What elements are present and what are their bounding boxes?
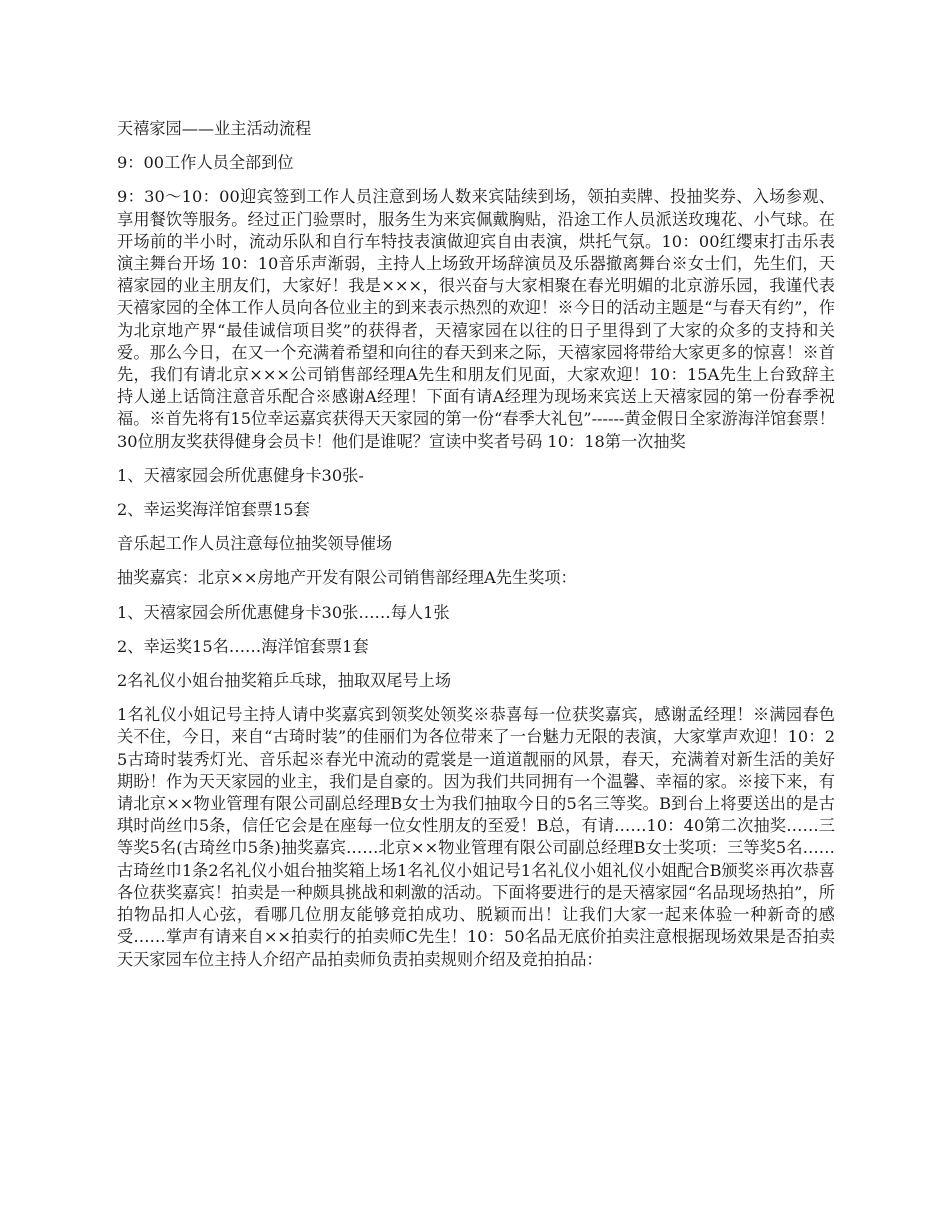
paragraph-prize-fitness-detail: 1、天禧家园会所优惠健身卡30张……每人1张 [117,602,450,622]
paragraph-fashion-auction: 1名礼仪小姐记号主持人请中奖嘉宾到领奖处领奖※恭喜每一位获奖嘉宾，感谢孟经理！※满园春色关不住，今日，来自“古琦时装”的佳丽们为各位带来了一台魅力无限的表演，大家掌声欢迎！10：25古琦时装秀灯光、音乐起※春光中流动的霓裳是一道道靓丽的风景，春天，充满着对新生活的美好期盼！作为天天家园的业主，我们是自豪的。因为我们共同拥有一个温馨、幸福的家。※接下来，有请北京××物业管理有限公司副总经理B女士为我们抽取今日的5名三等奖。B到台上将要送出的是古琪时尚丝巾5条，信任它会是在座每一位女性朋友的至爱！B总，有请……10：40第二次抽奖……三等奖5名(古琦丝巾5条)抽奖嘉宾……北京××物业管理有限公司副总经理B女士奖项：三等奖5名……古琦丝巾1条2名礼仪小姐台抽奖箱上场1名礼仪小姐记号1名礼仪小姐礼仪小姐配合B颁奖※再次恭喜各位获奖嘉宾！拍卖是一种颇具挑战和刺激的活动。下面将要进行的是天禧家园“名品现场热拍”，所拍物品扣人心弦，看哪几位朋友能够竞拍成功、脱颖而出！让我们大家一起来体验一种新奇的感受……掌声有请来自××拍卖行的拍卖师C先生！10：50名品无底价拍卖注意根据现场效果是否拍卖天天家园车位主持人介绍产品拍卖师负责拍卖规则介绍及竞拍拍品： [117,705,835,969]
paragraph-prize-fitness-card: 1、天禧家园会所优惠健身卡30张- [117,465,364,485]
paragraph-music-note: 音乐起工作人员注意每位抽奖领导催场 [117,534,393,554]
paragraph-prize-aquarium: 2、幸运奖海洋馆套票15套 [117,500,310,520]
paragraph-etiquette-draw: 2名礼仪小姐台抽奖箱乒乓球，抽取双尾号上场 [117,671,452,691]
paragraph-prize-lucky-detail: 2、幸运奖15名……海洋馆套票1套 [117,636,369,656]
document-title: 天禧家园——业主活动流程 [117,119,312,138]
paragraph-staff-arrival: 9：00工作人员全部到位 [117,153,294,173]
paragraph-draw-guest: 抽奖嘉宾：北京××房地产开发有限公司销售部经理A先生奖项： [117,568,577,588]
document-body [117,118,835,983]
paragraph-welcome-opening: 9：30～10：00迎宾签到工作人员注意到场人数来宾陆续到场，领拍卖牌、投抽奖券、入场参观、享用餐饮等服务。经过正门验票时，服务生为来宾佩戴胸贴，沿途工作人员派送玫瑰花、小气球。在开场前的半小时，流动乐队和自行车特技表演做迎宾自由表演，烘托气氛。10：00红缨束打击乐表演主舞台开场 10：10音乐声渐弱，主持人上场致开场辞演员及乐器撤离舞台※女士们，先生们，天禧家园的业主朋友们，大家好！我是×××，很兴奋与大家相聚在春光明媚的北京游乐园，我谨代表天禧家园的全体工作人员向各位业主的到来表示热烈的欢迎！※今日的活动主题是“与春天有约”，作为北京地产界“最佳诚信项目奖”的获得者，天禧家园在以往的日子里得到了大家的众多的支持和关爱。那么今日，在又一个充满着希望和向往的春天到来之际，天禧家园将带给大家更多的惊喜！※首先，我们有请北京×××公司销售部经理A先生和朋友们见面，大家欢迎！10：15A先生上台致辞主持人递上话筒注意音乐配合※感谢A经理！下面有请A经理为现场来宾送上天禧家园的第一份春季祝福。※首先将有15位幸运嘉宾获得天天家园的第一份“春季大礼包”------黄金假日全家游海洋馆套票！30位朋友奖获得健身会员卡！他们是谁呢？宣读中奖者号码 10：18第一次抽奖 [117,187,835,451]
